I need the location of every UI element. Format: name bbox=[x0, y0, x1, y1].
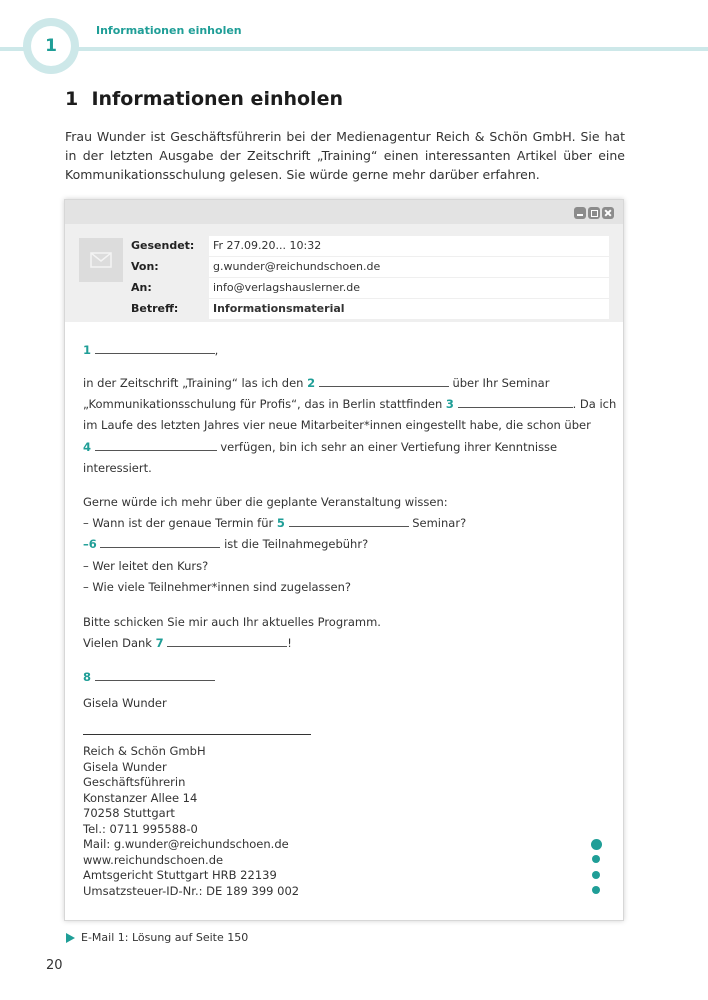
close-icon[interactable] bbox=[602, 207, 614, 219]
play-arrow-icon bbox=[66, 933, 75, 943]
signature-line: www.reichundschoen.de bbox=[83, 852, 224, 867]
page-title: 1 Informationen einholen bbox=[65, 88, 343, 110]
gap-field-5[interactable] bbox=[289, 517, 409, 527]
gap-number: 1 bbox=[83, 343, 92, 357]
gap-number: 7 bbox=[155, 636, 164, 650]
signature-line: Umsatzsteuer-ID-Nr.: DE 189 399 002 bbox=[83, 883, 300, 898]
sent-label: Gesendet: bbox=[131, 239, 195, 252]
running-title: Informationen einholen bbox=[96, 24, 242, 37]
body-line bbox=[83, 397, 616, 411]
signature-line: Konstanzer Allee 14 bbox=[83, 790, 198, 805]
header-row-sent bbox=[131, 236, 611, 256]
decorative-dot bbox=[592, 871, 600, 879]
page-number: 20 bbox=[46, 958, 63, 973]
thanks-line bbox=[83, 636, 292, 650]
signature-line: Geschäftsführerin bbox=[83, 775, 186, 789]
body-line bbox=[83, 440, 557, 454]
body-text: in der Zeitschrift „Training“ las ich den bbox=[83, 376, 304, 390]
subject-label: Betreff: bbox=[131, 302, 179, 315]
body-text: – Wann ist der genaue Termin für bbox=[83, 516, 274, 530]
body-text: ist die Teilnahmegebühr? bbox=[224, 537, 369, 551]
body-text: „Kommunikationsschulung für Profis“, das in Berlin stattfinden bbox=[83, 397, 443, 411]
body-line: interessiert. bbox=[83, 461, 152, 475]
minimize-icon[interactable] bbox=[574, 207, 586, 219]
to-label: An: bbox=[131, 281, 152, 294]
signature-line: Mail: g.wunder@reichundschoen.de bbox=[83, 837, 289, 851]
question-line bbox=[83, 537, 368, 551]
sender-name: Gisela Wunder bbox=[83, 696, 167, 710]
body-text: ! bbox=[287, 636, 292, 650]
gap-number: 4 bbox=[83, 440, 92, 454]
gap-number: 2 bbox=[307, 376, 316, 390]
envelope-icon bbox=[79, 238, 123, 282]
question-line: – Wer leitet den Kurs? bbox=[83, 559, 209, 573]
email-titlebar bbox=[65, 200, 623, 224]
dash: – bbox=[83, 537, 89, 551]
body-line: Gerne würde ich mehr über die geplante Veranstaltung wissen: bbox=[83, 495, 448, 509]
signature-line: Reich & Schön GmbH bbox=[83, 744, 206, 758]
body-text: Seminar? bbox=[412, 516, 467, 530]
header-row-from bbox=[131, 257, 611, 277]
question-line: – Wie viele Teilnehmer*innen sind zugelassen? bbox=[83, 580, 352, 594]
maximize-icon[interactable] bbox=[588, 207, 600, 219]
gap-field-1[interactable] bbox=[95, 344, 215, 354]
window-controls bbox=[574, 207, 614, 219]
intro-paragraph: Frau Wunder ist Geschäftsführerin bei der Medienagentur Reich & Schön GmbH. Sie hat in der letzten Ausgabe der Zeitschrift „Training“ einen interessanten Artikel über eine Kommunikationsschulung gelesen. Sie würde gerne mehr darüber erfahren. bbox=[65, 129, 625, 182]
salutation-line: 1 , bbox=[83, 343, 219, 357]
solution-note bbox=[66, 931, 248, 944]
body-line: Bitte schicken Sie mir auch Ihr aktuelles Programm. bbox=[83, 615, 381, 629]
gap-field-3[interactable] bbox=[458, 398, 573, 408]
gap-field-7[interactable] bbox=[167, 637, 287, 647]
subject-value: Informationsmaterial bbox=[209, 299, 609, 319]
signature-block bbox=[83, 744, 299, 899]
gap-field-8[interactable] bbox=[95, 671, 215, 681]
gap-field-4[interactable] bbox=[95, 441, 217, 451]
signature-line: Gisela Wunder bbox=[83, 759, 167, 774]
body-line bbox=[83, 376, 549, 390]
signature-line: Tel.: 0711 995588-0 bbox=[83, 821, 198, 836]
from-label: Von: bbox=[131, 260, 159, 273]
body-line: im Laufe des letzten Jahres vier neue Mitarbeiter*innen eingestellt habe, die schon über bbox=[83, 418, 591, 432]
solution-note-text: E-Mail 1: Lösung auf Seite 150 bbox=[81, 931, 249, 944]
signature-divider bbox=[83, 734, 311, 735]
gap-number: 8 bbox=[83, 670, 92, 684]
decorative-dot bbox=[592, 855, 600, 863]
signature-line: 70258 Stuttgart bbox=[83, 806, 175, 820]
header-rule bbox=[0, 47, 708, 51]
header-row-to bbox=[131, 278, 611, 298]
sent-value: Fr 27.09.20... 10:32 bbox=[209, 236, 609, 256]
body-text: verfügen, bin ich sehr an einer Vertiefung ihrer Kenntnisse bbox=[220, 440, 558, 454]
decorative-dot bbox=[591, 839, 602, 850]
body-text: über Ihr Seminar bbox=[452, 376, 550, 390]
header-row-subject bbox=[131, 299, 611, 319]
gap-field-2[interactable] bbox=[319, 377, 449, 387]
chapter-number: 1 bbox=[31, 26, 71, 66]
gap-number: 3 bbox=[445, 397, 454, 411]
signature-line: Amtsgericht Stuttgart HRB 22139 bbox=[83, 868, 277, 882]
to-value: info@verlagshauslerner.de bbox=[209, 278, 609, 298]
decorative-dot bbox=[592, 886, 600, 894]
email-header bbox=[65, 224, 623, 322]
from-value: g.wunder@reichundschoen.de bbox=[209, 257, 609, 277]
gap-number: 6 bbox=[88, 537, 97, 551]
question-line bbox=[83, 516, 466, 530]
email-window bbox=[64, 199, 624, 921]
gap-number: 5 bbox=[276, 516, 285, 530]
gap-field-6[interactable] bbox=[100, 538, 220, 548]
greeting-line bbox=[83, 670, 215, 684]
body-text: . Da ich bbox=[572, 397, 617, 411]
body-text: Vielen Dank bbox=[83, 636, 152, 650]
